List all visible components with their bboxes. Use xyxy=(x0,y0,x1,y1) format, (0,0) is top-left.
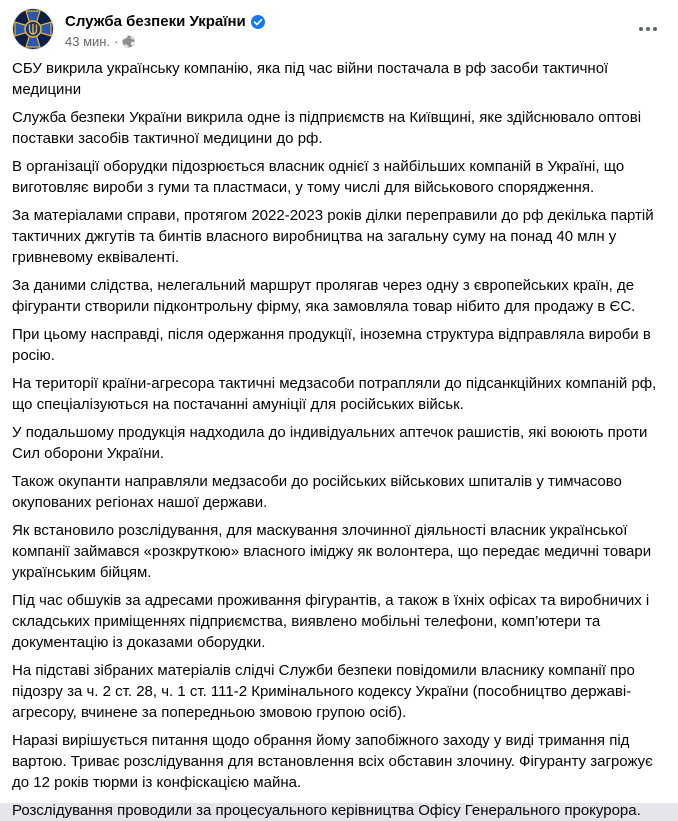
post-paragraph: На території країни-агресора тактичні медзасоби потрапляли до підсанкційних компаній рф, що спеціалізуються на постачанні амуніції для російських військ. xyxy=(12,375,661,413)
post-paragraph: Служба безпеки України викрила одне із підприємств на Київщині, яке здійснювало оптові поставки засобів тактичної медицини до рф. xyxy=(12,109,646,147)
post-paragraph: В організації оборудки підозрюється власник однієї з найбільших компаній в Україні, що виготовляє вироби з гуми та пластмаси, у тому числі для військового спорядження. xyxy=(12,158,629,196)
post-paragraph: СБУ викрила українську компанію, яка під час війни постачала в рф засоби тактичної медицини xyxy=(12,60,613,98)
post-paragraph: У подальшому продукція надходила до індивідуальних аптечок рашистів, які воюють проти Сил оборони України. xyxy=(12,424,652,462)
post-header xyxy=(0,0,678,55)
post-options-button[interactable] xyxy=(634,22,662,36)
header-info xyxy=(65,8,634,50)
post-paragraph: Під час обшуків за адресами проживання фігурантів, а також в їхніх офісах та виробничих і складських приміщеннях підприємства, виявлено мобільні телефони, комп’ютери та документацію із доказами оборудки. xyxy=(12,592,654,651)
post-timestamp[interactable]: 43 мин. xyxy=(65,34,111,49)
three-dots-menu-icon xyxy=(638,26,658,32)
post-text xyxy=(0,55,678,821)
post-paragraph: На підставі зібраних матеріалів слідчі Служби безпеки повідомили власнику компанії про підозру за ч. 2 ст. 28, ч. 1 ст. 111-2 Кримінального кодексу України (пособництво державі-агресору, вчинене за попередньою змовою групою осіб). xyxy=(12,662,640,721)
page-name-row xyxy=(65,8,634,31)
page-name-link[interactable]: Служба безпеки України xyxy=(65,13,246,30)
post-paragraph: Наразі вирішується питання щодо обрання йому запобіжного заходу у виді тримання під вартою. Триває розслідування для встановлення всіх обставин злочину. Фігуранту загрожує до 12 років тюрми із конфіскацією майна. xyxy=(12,732,658,791)
post-paragraph: Як встановило розслідування, для маскування злочинної діяльності власник української компанії займався «розкруткою» власного іміджу як волонтера, що передає медичні товари українським бійцям. xyxy=(12,522,656,581)
globe-icon xyxy=(122,35,135,48)
page-avatar[interactable] xyxy=(12,8,54,50)
meta-separator: · xyxy=(114,34,119,49)
post-paragraph: При цьому насправді, після одержання продукції, іноземна структура відправляла вироби в росію. xyxy=(12,326,655,364)
post-meta-row xyxy=(65,33,634,50)
sbu-emblem-icon xyxy=(13,36,53,53)
post-paragraph: Розслідування проводили за процесуального керівництва Офісу Генерального прокурора. xyxy=(12,802,641,819)
verified-badge-icon xyxy=(251,15,265,29)
post-paragraph: За даними слідства, нелегальний маршрут пролягав через одну з європейських країн, де фігуранти створили підконтрольну фірму, яка замовляла товар нібито для продажу в ЄС. xyxy=(12,277,639,315)
post-paragraph: Також окупанти направляли медзасоби до російських військових шпиталів у тимчасово окупованих регіонах нашої держави. xyxy=(12,473,627,511)
post-paragraph: За матеріалами справи, протягом 2022-2023 років ділки переправили до рф декілька партій тактичних джгутів та бинтів власного виробництва на загальну суму на понад 40 млн у гривневому еквіваленті. xyxy=(12,207,658,266)
